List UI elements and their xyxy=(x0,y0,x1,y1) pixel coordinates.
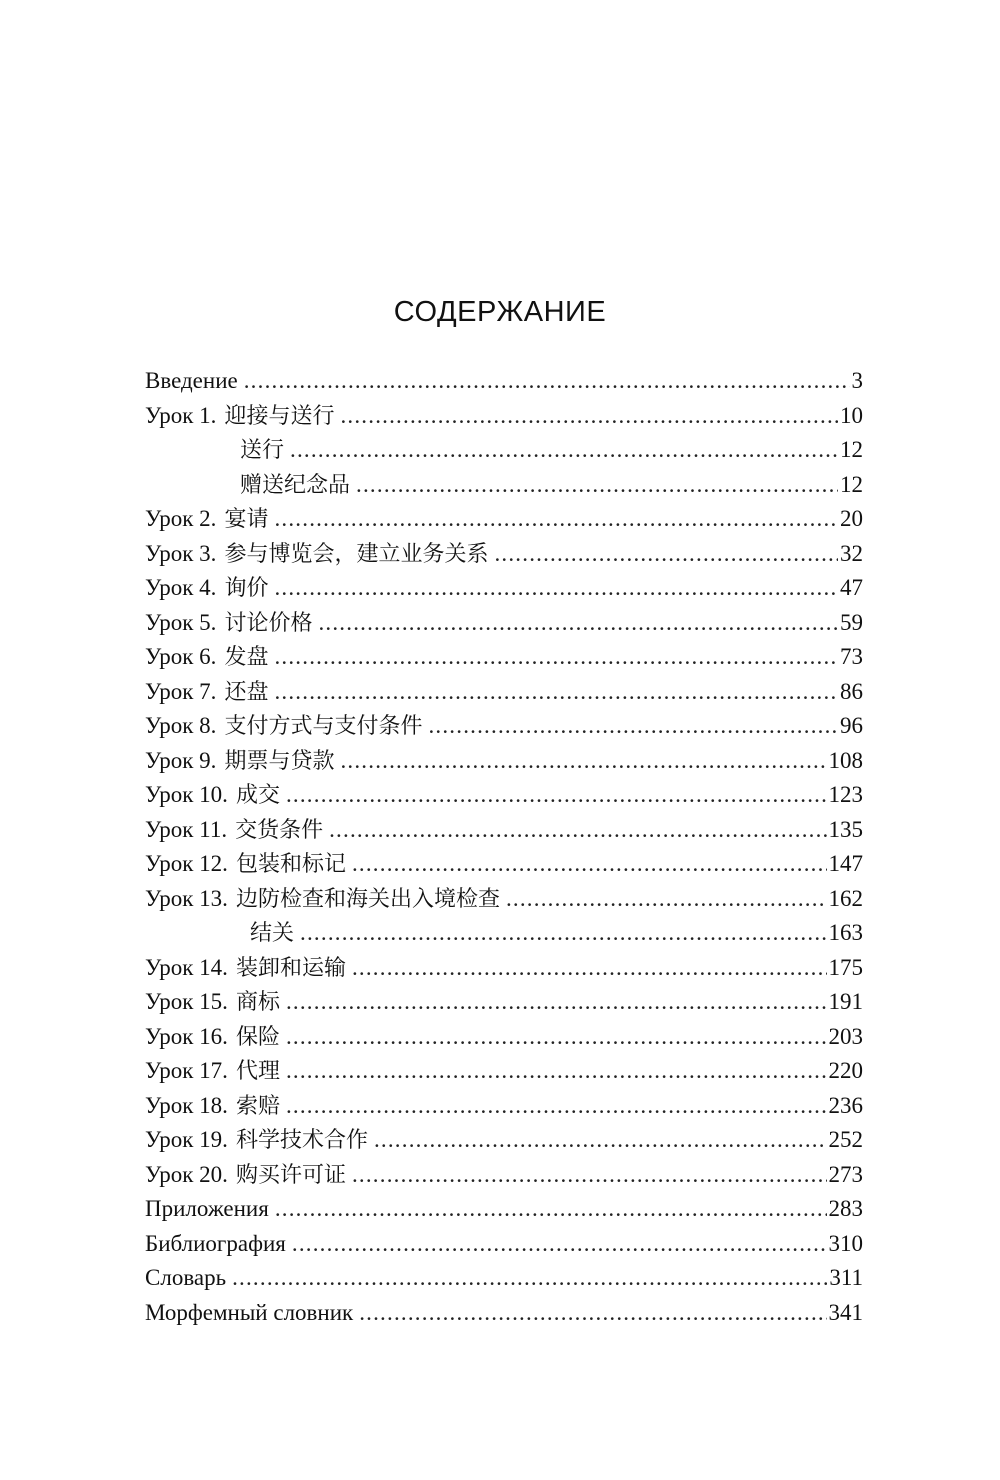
dot-leader xyxy=(329,813,826,848)
toc-page-number: 163 xyxy=(828,920,863,945)
toc-entry[interactable] xyxy=(145,364,863,399)
toc-entry-title: 参与博览会，建立业务关系 xyxy=(224,541,489,567)
toc-entry-title: 支付方式与支付条件 xyxy=(224,714,423,739)
toc-page-number: 273 xyxy=(828,1161,863,1187)
toc-page-number: 86 xyxy=(840,678,863,704)
dot-leader xyxy=(340,399,838,434)
toc-entry[interactable] xyxy=(145,571,863,606)
toc-page-number: 175 xyxy=(828,954,863,980)
toc-entry[interactable] xyxy=(145,847,863,882)
dot-leader xyxy=(244,364,850,399)
dot-leader xyxy=(292,1227,827,1262)
dot-leader xyxy=(352,1158,827,1193)
lesson-number: Урок 20. xyxy=(145,1161,228,1187)
toc-entry-title: 包装和标记 xyxy=(235,852,346,877)
dot-leader xyxy=(274,640,838,675)
dot-leader xyxy=(374,1123,827,1158)
dot-leader xyxy=(274,571,838,606)
lesson-number: Урок 17. xyxy=(145,1058,228,1083)
toc-entry[interactable] xyxy=(145,1054,863,1089)
toc-entry-title: 交货条件 xyxy=(235,817,324,843)
lesson-number: Урок 6. xyxy=(145,644,217,669)
toc-entry[interactable] xyxy=(145,1192,863,1227)
toc-entry-title: 迎接与送行 xyxy=(224,403,335,429)
toc-page-number: 123 xyxy=(828,782,863,807)
toc-page-number: 341 xyxy=(828,1299,863,1325)
toc-page-number: 20 xyxy=(840,506,863,531)
toc-page-number: 73 xyxy=(840,644,863,669)
toc-page-number: 59 xyxy=(840,609,863,635)
toc-entry-title: 装卸和运输 xyxy=(235,955,346,981)
dot-leader xyxy=(274,502,838,537)
toc-entry[interactable] xyxy=(145,502,863,537)
toc-page-number: 220 xyxy=(828,1058,863,1083)
toc-entry[interactable] xyxy=(145,882,863,917)
lesson-number: Урок 9. xyxy=(145,747,217,773)
toc-entry-title: 商标 xyxy=(235,990,280,1015)
lesson-number: Урок 8. xyxy=(145,713,217,738)
lesson-number: Урок 4. xyxy=(145,575,217,600)
toc-entry-title: 宴请 xyxy=(224,507,269,532)
toc-entry[interactable] xyxy=(145,1261,863,1296)
dot-leader xyxy=(286,778,827,813)
toc-entry-title: 边防检查和海关出入境检查 xyxy=(235,886,500,912)
toc-entry-title: 期票与贷款 xyxy=(224,748,335,774)
lesson-number: Урок 12. xyxy=(145,851,228,876)
toc-entry-title: 购买许可证 xyxy=(235,1162,346,1188)
toc-entry-title: 结关 xyxy=(250,921,295,946)
toc-entry[interactable] xyxy=(145,1158,863,1193)
dot-leader xyxy=(275,1192,827,1227)
toc-entry-title: 代理 xyxy=(235,1059,280,1084)
dot-leader xyxy=(290,433,838,468)
dot-leader xyxy=(356,468,838,503)
toc-entry-title: Библиография xyxy=(145,1230,286,1256)
toc-entry[interactable] xyxy=(145,1123,863,1158)
toc-entry[interactable] xyxy=(145,744,863,779)
toc-entry-title: 讨论价格 xyxy=(224,610,313,636)
lesson-number: Урок 11. xyxy=(145,816,228,842)
toc-entry-title: Морфемный словник xyxy=(145,1299,354,1325)
toc-page-number: 252 xyxy=(828,1127,863,1152)
dot-leader xyxy=(274,675,838,710)
toc-page-number: 162 xyxy=(828,885,863,911)
toc-entry-title: 发盘 xyxy=(224,645,269,670)
toc-entry-title: 还盘 xyxy=(224,679,269,705)
lesson-number: Урок 18. xyxy=(145,1092,228,1118)
toc-entry[interactable] xyxy=(145,778,863,813)
lesson-number: Урок 1. xyxy=(145,402,217,428)
toc-entry[interactable] xyxy=(145,433,863,468)
toc-page-number: 191 xyxy=(828,989,863,1014)
toc-page-number: 12 xyxy=(840,471,863,497)
toc-page-number: 12 xyxy=(840,437,863,462)
toc-entry-title: 保险 xyxy=(235,1024,280,1050)
toc-entry[interactable] xyxy=(145,951,863,986)
toc-entry[interactable] xyxy=(145,468,863,503)
toc-entry[interactable] xyxy=(145,399,863,434)
lesson-number: Урок 19. xyxy=(145,1127,228,1152)
toc-page-number: 108 xyxy=(828,747,863,773)
toc-entry-title: 询价 xyxy=(224,576,269,601)
lesson-number: Урок 15. xyxy=(145,989,228,1014)
dot-leader xyxy=(318,606,838,641)
lesson-number: Урок 10. xyxy=(145,782,228,807)
toc-entry-title: 科学技术合作 xyxy=(235,1128,368,1153)
toc-page-number: 135 xyxy=(828,816,863,842)
toc-entry[interactable] xyxy=(145,537,863,572)
lesson-number: Урок 3. xyxy=(145,540,217,566)
toc-page-number: 96 xyxy=(840,713,863,738)
toc-entry[interactable] xyxy=(145,606,863,641)
toc-page-number: 283 xyxy=(828,1196,863,1221)
toc-entry[interactable] xyxy=(145,1020,863,1055)
toc-page-number: 10 xyxy=(840,402,863,428)
dot-leader xyxy=(300,916,826,951)
toc-entry[interactable] xyxy=(145,1227,863,1262)
dot-leader xyxy=(359,1296,826,1331)
toc-entry-title: 成交 xyxy=(235,783,280,808)
toc-page-number: 236 xyxy=(828,1092,863,1118)
dot-leader xyxy=(286,1020,827,1055)
table-of-contents xyxy=(145,364,863,1330)
dot-leader xyxy=(286,985,827,1020)
dot-leader xyxy=(340,744,826,779)
dot-leader xyxy=(428,709,838,744)
toc-entry-title: Приложения xyxy=(145,1196,269,1221)
toc-page-number: 47 xyxy=(840,575,863,600)
dot-leader xyxy=(232,1261,827,1296)
toc-entry[interactable] xyxy=(145,916,863,951)
lesson-number: Урок 2. xyxy=(145,506,217,531)
lesson-number: Урок 14. xyxy=(145,954,228,980)
toc-entry[interactable] xyxy=(145,1089,863,1124)
toc-entry[interactable] xyxy=(145,675,863,710)
lesson-number: Урок 16. xyxy=(145,1023,228,1049)
toc-entry[interactable] xyxy=(145,709,863,744)
page-title: СОДЕРЖАНИЕ xyxy=(393,296,607,328)
toc-entry-title: 送行 xyxy=(240,438,285,463)
dot-leader xyxy=(352,847,827,882)
toc-entry-title: Введение xyxy=(145,368,238,393)
lesson-number: Урок 7. xyxy=(145,678,217,704)
toc-entry-title: Словарь xyxy=(145,1265,227,1290)
toc-entry[interactable] xyxy=(145,985,863,1020)
toc-page-number: 203 xyxy=(828,1023,863,1049)
dot-leader xyxy=(352,951,827,986)
toc-page-number: 3 xyxy=(851,368,863,393)
toc-entry-title: 赠送纪念品 xyxy=(240,472,351,498)
dot-leader xyxy=(506,882,827,917)
toc-entry[interactable] xyxy=(145,1296,863,1331)
toc-entry[interactable] xyxy=(145,813,863,848)
toc-page-number: 310 xyxy=(828,1230,863,1256)
toc-page-number: 147 xyxy=(828,851,863,876)
dot-leader xyxy=(286,1089,827,1124)
dot-leader xyxy=(286,1054,827,1089)
toc-page-number: 311 xyxy=(829,1265,863,1290)
toc-page-number: 32 xyxy=(840,540,863,566)
dot-leader xyxy=(494,537,838,572)
lesson-number: Урок 13. xyxy=(145,885,228,911)
toc-entry-title: 索赔 xyxy=(235,1093,280,1119)
lesson-number: Урок 5. xyxy=(145,609,217,635)
toc-entry[interactable] xyxy=(145,640,863,675)
